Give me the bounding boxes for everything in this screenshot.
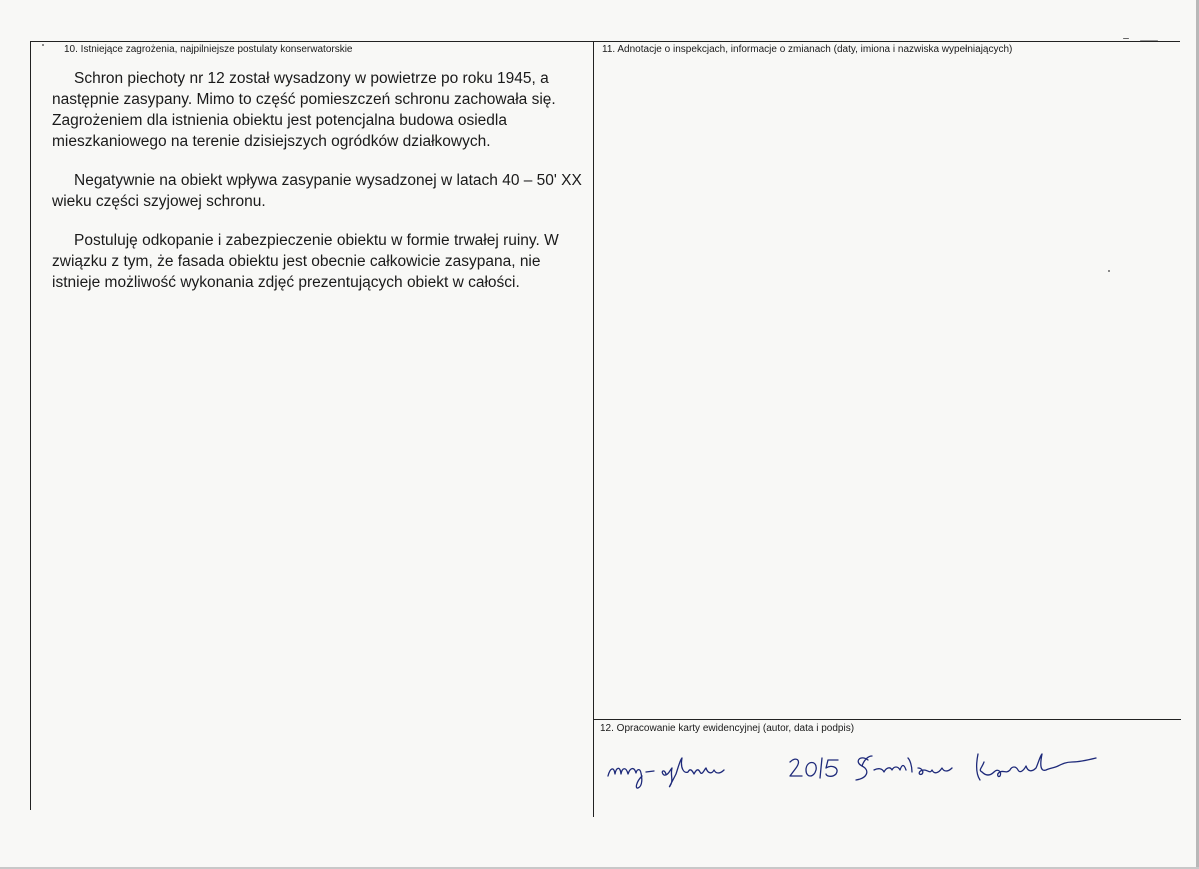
section-10-content — [52, 68, 592, 311]
section-10-paragraph-2: Negatywnie na obiekt wpływa zasypanie wysadzonej w latach 40 – 50' XX wieku części szyjowej schronu. — [52, 172, 582, 210]
form-column-divider — [593, 41, 594, 817]
section-11-label: 11. Adnotacje o inspekcjach, informacje o zmianach (daty, imiona i nazwiska wypełniających) — [602, 44, 1013, 55]
section-12-top-rule — [593, 719, 1181, 720]
section-12-label: 12. Opracowanie karty ewidencyjnej (autor, data i podpis) — [600, 723, 855, 734]
section-10-paragraph-3: Postuluję odkopanie i zabezpieczenie obiektu w formie trwałej ruiny. W związku z tym, że fasada obiektu jest obecnie całkowicie zasypana, nie istnieje możliwość wykonania zdjęć prezentujących obiekt w całości. — [52, 232, 559, 291]
form-left-rule — [30, 41, 31, 810]
section-10-paragraph-1: Schron piechoty nr 12 został wysadzony w powietrze po roku 1945, a następnie zasypany. Mimo to część pomieszczeń schronu zachowała się. Zagrożeniem dla istnienia obiektu jest potencjalna budowa osiedla mieszkaniowego na terenie dzisiejszych ogródków działkowych. — [52, 70, 556, 150]
form-top-rule — [30, 41, 1180, 42]
handwritten-signature — [606, 746, 1106, 792]
section-10-label: 10. Istniejące zagrożenia, najpilniejsze postulaty konserwatorskie — [64, 44, 353, 55]
